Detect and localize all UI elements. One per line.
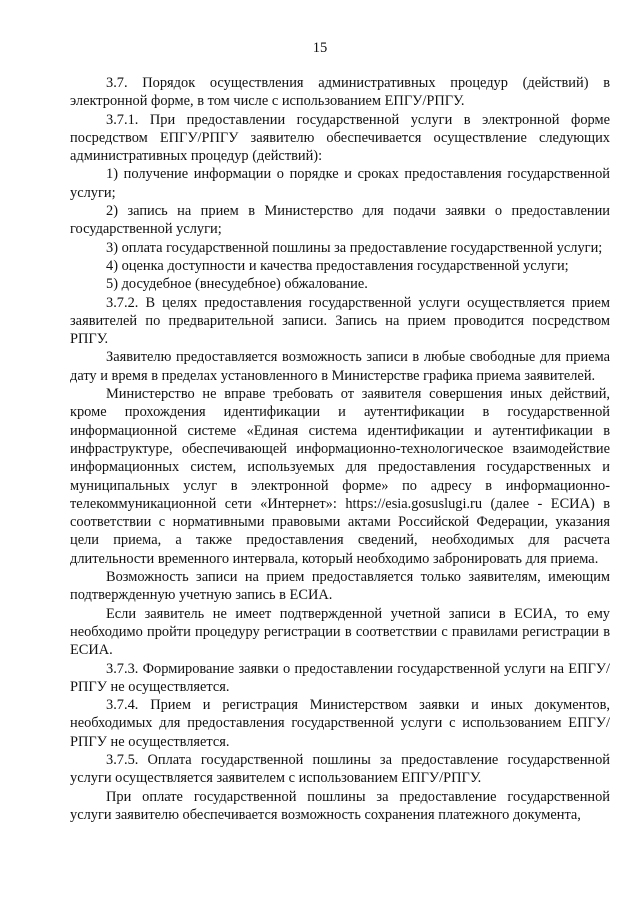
list-item-1: 1) получение информации о порядке и сроках предоставления государственной услуги; <box>70 166 610 201</box>
list-item-2: 2) запись на прием в Министерство для подачи заявки о предоставлении государственной услуги; <box>70 203 610 238</box>
paragraph-3-7-1: 3.7.1. При предоставлении государственной услуги в электронной форме посредством ЕПГУ/РПГУ заявителю обеспечивается осуществление следующих административных процедур (действий): <box>70 111 610 165</box>
paragraph-appointment-time: Заявителю предоставляется возможность записи в любые свободные для приема дату и время в пределах установленного в Министерстве графика приема заявителей. <box>70 349 610 384</box>
list-item-3: 3) оплата государственной пошлины за предоставление государственной услуги; <box>106 239 603 256</box>
paragraph-3-7-4: 3.7.4. Прием и регистрация Министерством заявки и иных документов, необходимых для предоставления государственной услуги с использованием ЕПГУ/РПГУ не осуществляется. <box>70 697 610 750</box>
list-item-4: 4) оценка доступности и качества предоставления государственной услуги; <box>106 257 569 274</box>
list-item-5: 5) досудебное (внесудебное) обжалование. <box>106 276 368 293</box>
document-body <box>70 74 610 824</box>
paragraph-3-7-5: 3.7.5. Оплата государственной пошлины за предоставление государственной услуги осуществляется заявителем с использованием ЕПГУ/РПГУ. <box>70 751 610 787</box>
paragraph-3-7-2: 3.7.2. В целях предоставления государственной услуги осуществляется прием заявителей по предварительной записи. Запись на прием проводится посредством РПГУ. <box>70 294 610 348</box>
paragraph-payment-document: При оплате государственной пошлины за предоставление государственной услуги заявителю обеспечивается возможность сохранения платежного документа, <box>70 788 610 823</box>
page-number: 15 <box>312 40 328 56</box>
paragraph-3-7: 3.7. Порядок осуществления административных процедур (действий) в электронной форме, в том числе с использованием ЕПГУ/РПГУ. <box>70 75 610 110</box>
paragraph-ministry-requirements: Министерство не вправе требовать от заявителя совершения иных действий, кроме прохождения идентификации и аутентификации в государственной информационной системе «Единая система идентификации и аутентификации в инфраструктуре, обеспечивающей информационно-технологическое взаимодействие информационных систем, используемых для предоставления государственных и муниципальных услуг в электронной форме» по адресу в информационно-телекоммуникационной сети «Интернет»: https://esia.gosuslugi.ru (далее - ЕСИА) в соответствии с нормативными правовыми актами Российской Федерации, указания цели приема, а также предоставления сведений, необходимых для расчета длительности временного интервала, который необходимо забронировать для приема. <box>70 386 610 567</box>
paragraph-registration: Если заявитель не имеет подтвержденной учетной записи в ЕСИА, то ему необходимо пройти процедуру регистрации в соответствии с правилами регистрации в ЕСИА. <box>70 605 610 659</box>
paragraph-confirmed-account: Возможность записи на прием предоставляется только заявителям, имеющим подтвержденную учетную запись в ЕСИА. <box>70 569 610 604</box>
paragraph-3-7-3: 3.7.3. Формирование заявки о предоставлении государственной услуги на ЕПГУ/РПГУ не осуществляется. <box>70 660 610 695</box>
